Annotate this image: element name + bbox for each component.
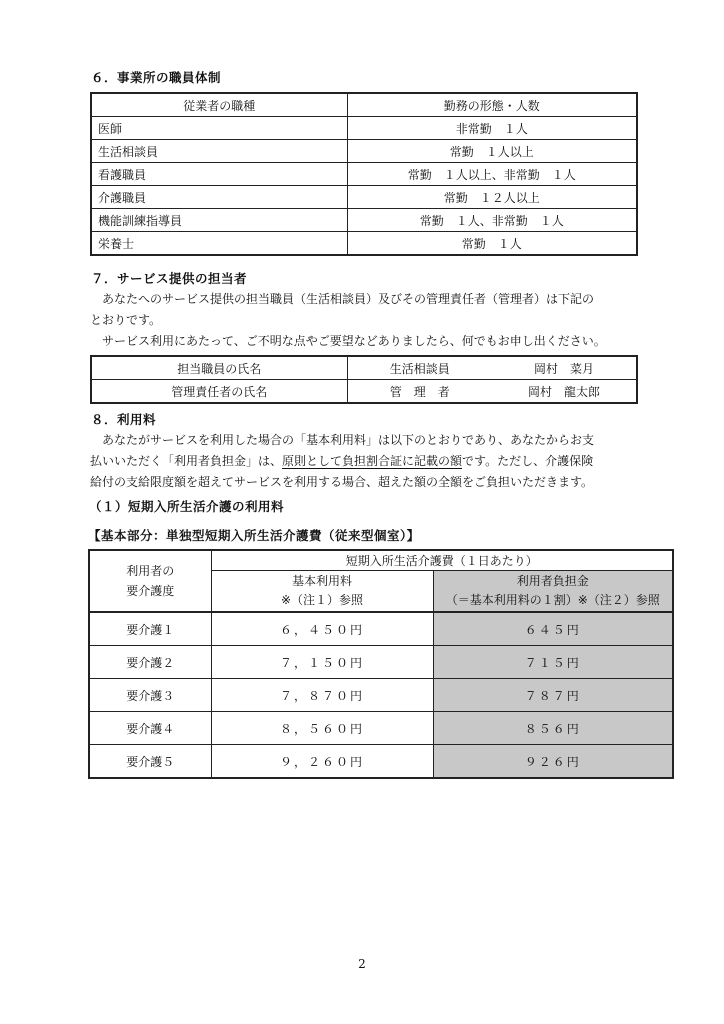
staff-form: 常勤 １人: [347, 232, 637, 256]
table-row: [89, 646, 673, 679]
staff-form: 非常勤 １人: [347, 117, 637, 140]
user-charge-header: [433, 571, 673, 613]
table-row: [89, 612, 673, 646]
table-row: [91, 140, 637, 163]
role-title: 生活相談員: [347, 356, 492, 380]
staff-occupation: 機能訓練指導員: [91, 209, 347, 232]
section-7-heading: ７．サービス提供の担当者: [91, 271, 248, 286]
table-row: [91, 163, 637, 186]
role-title: 管 理 者: [347, 380, 492, 404]
user-charge-header-line: 利用者負担金: [516, 574, 589, 588]
staff-header-form: 勤務の形態・人数: [347, 93, 637, 117]
section-7-paragraph: [90, 289, 650, 352]
care-level-header-line: 要介護度: [126, 584, 175, 598]
user-charge: ９２６円: [433, 745, 673, 779]
underlined-text: 原則として負担割合証に記載の額: [282, 454, 463, 468]
user-charge: ６４５円: [433, 612, 673, 646]
staff-occupation: 医師: [91, 117, 347, 140]
staff-form: 常勤 １人以上: [347, 140, 637, 163]
section-8-heading: ８．利用料: [91, 412, 157, 427]
basic-fee-header-note: ※（注１）参照: [280, 593, 364, 607]
care-level-header: [89, 550, 211, 612]
table-row: [89, 679, 673, 712]
care-level: 要介護３: [89, 679, 211, 712]
basic-fee-header-line: 基本利用料: [291, 574, 352, 588]
section-8-text-part: です。ただし、介護保険: [462, 454, 594, 468]
section-7-text-line: あなたへのサービス提供の担当職員（生活相談員）及びその管理責任者（管理者）は下記の: [102, 292, 595, 306]
basic-fee: ９，２６０円: [211, 745, 433, 779]
staff-occupation: 生活相談員: [91, 140, 347, 163]
table-row: [89, 712, 673, 745]
staff-form: 常勤 １人以上、非常勤 １人: [347, 163, 637, 186]
basic-fee: ７，１５０円: [211, 646, 433, 679]
table-row: [91, 186, 637, 209]
user-charge: ８５６円: [433, 712, 673, 745]
user-charge-header-note: （＝基本利用料の１割）※（注２）参照: [445, 593, 660, 607]
table-row: [89, 745, 673, 779]
section-8-text-line: [90, 451, 650, 472]
staff-in-charge-table: [90, 355, 638, 404]
table-row: [91, 209, 637, 232]
care-level: 要介護５: [89, 745, 211, 779]
table-row: [91, 356, 637, 380]
section-6-heading: ６．事業所の職員体制: [91, 70, 222, 85]
staff-table-header: [91, 93, 637, 117]
table-row: [91, 380, 637, 404]
table-row: [91, 117, 637, 140]
section-8-text-line: あなたがサービスを利用した場合の「基本利用料」は以下のとおりであり、あなたからお支: [102, 433, 595, 447]
user-charge: ７１５円: [433, 646, 673, 679]
section-7-text-line: とおりです。: [90, 313, 162, 327]
basic-fee-header: [211, 571, 433, 613]
section-7-text-line: サービス利用にあたって、ご不明な点やご要望などありましたら、何でもお申し出ください。: [102, 334, 606, 348]
staff-occupation: 介護職員: [91, 186, 347, 209]
basic-fee: ８，５６０円: [211, 712, 433, 745]
fee-group-header: 短期入所生活介護費（１日あたり）: [211, 550, 673, 571]
care-level-header-line: 利用者の: [126, 564, 175, 578]
section-8-text-line: 給付の支給限度額を超えてサービスを利用する場合、超えた額の全額をご負担いただきます。: [90, 475, 594, 489]
fee-table: [88, 549, 674, 779]
care-level: 要介護１: [89, 612, 211, 646]
page-number: 2: [358, 957, 366, 971]
basic-fee: ６，４５０円: [211, 612, 433, 646]
section-8-paragraph: [90, 430, 650, 493]
fee-table-header-row: [89, 550, 673, 571]
staff-occupation: 看護職員: [91, 163, 347, 186]
role-label: 管理責任者の氏名: [91, 380, 347, 404]
staff-header-occupation: 従業者の職種: [91, 93, 347, 117]
staff-table: [90, 92, 638, 256]
staff-form: 常勤 １２人以上: [347, 186, 637, 209]
care-level: 要介護２: [89, 646, 211, 679]
staff-occupation: 栄養士: [91, 232, 347, 256]
sub-heading-short-stay: （１）短期入所生活介護の利用料: [89, 499, 285, 514]
staff-form: 常勤 １人、非常勤 １人: [347, 209, 637, 232]
person-name: 岡村 龍太郎: [492, 380, 637, 404]
person-name: 岡村 菜月: [492, 356, 637, 380]
basic-fee: ７，８７０円: [211, 679, 433, 712]
care-level: 要介護４: [89, 712, 211, 745]
section-8-text-part: 払いいただく「利用者負担金」は、: [90, 454, 283, 468]
table-row: [91, 232, 637, 256]
user-charge: ７８７円: [433, 679, 673, 712]
role-label: 担当職員の氏名: [91, 356, 347, 380]
bracket-heading: 【基本部分：単独型短期入所生活介護費（従来型個室）】: [88, 528, 420, 543]
